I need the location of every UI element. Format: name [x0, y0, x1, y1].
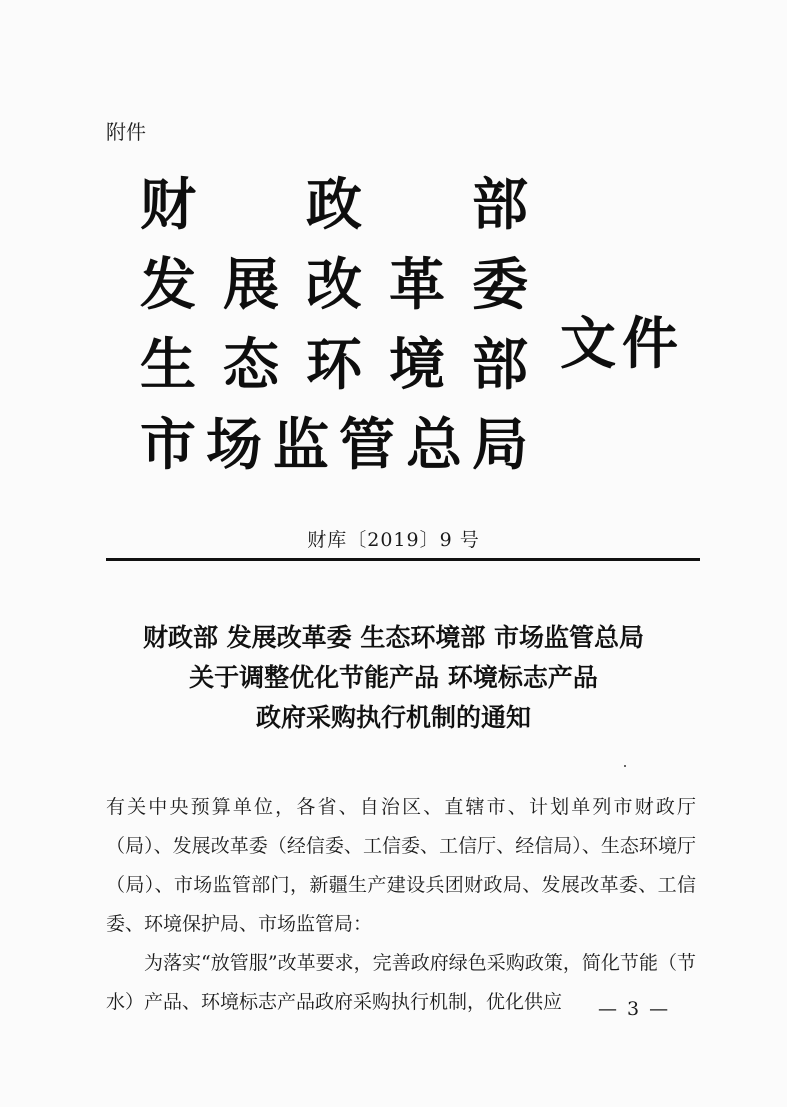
- header-divider: [106, 558, 700, 561]
- agency-char: 监: [273, 413, 329, 478]
- agency-char: 财: [140, 173, 196, 238]
- agency-char: 局: [472, 413, 528, 478]
- title-line: 政府采购执行机制的通知: [255, 703, 531, 732]
- agency-char: 总: [406, 413, 462, 478]
- scan-speck: [624, 765, 626, 767]
- agency-row-finance: [140, 166, 540, 246]
- agency-row-ndrc: [140, 246, 540, 326]
- agency-char: 部: [472, 333, 528, 398]
- agency-row-market: [140, 406, 540, 486]
- agency-char: 态: [223, 333, 279, 398]
- title-line: 财政部 发展改革委 生态环境部 市场监管总局: [142, 623, 645, 652]
- issuing-agencies: [140, 166, 540, 486]
- agency-char: 委: [472, 253, 528, 318]
- document-title: [0, 618, 787, 738]
- agency-char: 革: [389, 253, 445, 318]
- attachment-label: 附件: [106, 120, 146, 144]
- title-line: 关于调整优化节能产品 环境标志产品: [189, 663, 598, 692]
- agency-char: 部: [472, 173, 528, 238]
- agency-char: 管: [339, 413, 395, 478]
- agency-char: 展: [223, 253, 279, 318]
- page-number: — 3 —: [598, 998, 671, 1020]
- document-word: 文件: [560, 312, 684, 377]
- agency-row-ecology: [140, 326, 540, 406]
- agency-char: 改: [306, 253, 362, 318]
- body-paragraph: 为落实“放管服”改革要求，完善政府绿色采购政策，简化节能（节水）产品、环境标志产品政府采购执行机制，优化供应: [106, 952, 696, 1013]
- agency-char: 生: [140, 333, 196, 398]
- document-number: 财库〔2019〕9 号: [307, 529, 480, 551]
- agency-char: 发: [140, 253, 196, 318]
- agency-char: 市: [140, 413, 196, 478]
- agency-char: 政: [306, 173, 362, 238]
- document-body: [106, 788, 696, 1022]
- agency-char: 环: [306, 333, 362, 398]
- agency-char: 场: [206, 413, 262, 478]
- agency-char: 境: [389, 333, 445, 398]
- addressee-paragraph: 有关中央预算单位，各省、自治区、直辖市、计划单列市财政厅（局）、发展改革委（经信委、工信委、工信厅、经信局）、生态环境厅（局）、市场监管部门，新疆生产建设兵团财政局、发展改革委、工信委、环境保护局、市场监管局：: [106, 796, 696, 935]
